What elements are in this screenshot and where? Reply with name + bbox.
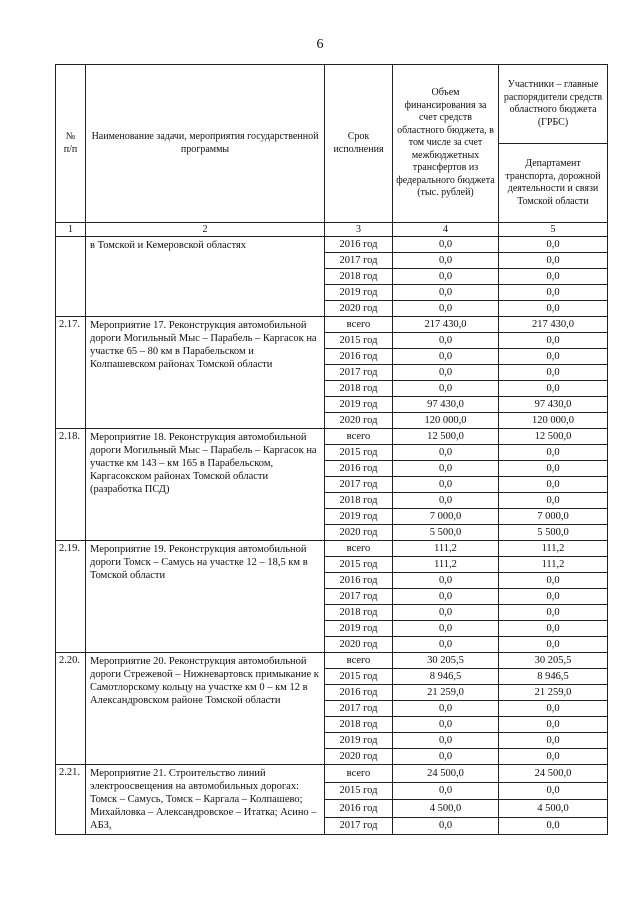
volume-cell: 0,0 [393, 285, 499, 301]
volume-cell: 0,0 [393, 381, 499, 397]
term-cell: 2019 год [325, 285, 393, 301]
grbs-cell: 4 500,0 [499, 800, 608, 818]
term-cell: 2015 год [325, 445, 393, 461]
grbs-cell: 0,0 [499, 285, 608, 301]
column-index: 3 [325, 223, 393, 237]
term-cell: всего [325, 429, 393, 445]
grbs-cell: 0,0 [499, 461, 608, 477]
header-row-top [56, 65, 608, 144]
volume-cell: 0,0 [393, 733, 499, 749]
grbs-cell: 0,0 [499, 637, 608, 653]
volume-cell: 0,0 [393, 637, 499, 653]
volume-cell: 0,0 [393, 477, 499, 493]
term-cell: 2019 год [325, 733, 393, 749]
volume-cell: 0,0 [393, 749, 499, 765]
volume-cell: 12 500,0 [393, 429, 499, 445]
volume-cell: 0,0 [393, 333, 499, 349]
grbs-cell: 12 500,0 [499, 429, 608, 445]
term-cell: 2016 год [325, 573, 393, 589]
column-index: 5 [499, 223, 608, 237]
grbs-cell: 0,0 [499, 493, 608, 509]
table-row [56, 765, 608, 783]
grbs-cell: 0,0 [499, 782, 608, 800]
term-cell: 2017 год [325, 701, 393, 717]
volume-cell: 0,0 [393, 445, 499, 461]
volume-cell: 0,0 [393, 701, 499, 717]
page-number: 6 [316, 37, 324, 52]
program-table [55, 64, 608, 835]
volume-cell: 21 259,0 [393, 685, 499, 701]
volume-cell: 120 000,0 [393, 413, 499, 429]
volume-cell: 0,0 [393, 782, 499, 800]
grbs-cell: 111,2 [499, 541, 608, 557]
term-cell: 2017 год [325, 477, 393, 493]
grbs-cell: 0,0 [499, 589, 608, 605]
volume-cell: 0,0 [393, 817, 499, 835]
grbs-cell: 7 000,0 [499, 509, 608, 525]
grbs-cell: 0,0 [499, 817, 608, 835]
term-cell: всего [325, 317, 393, 333]
grbs-cell: 0,0 [499, 701, 608, 717]
header-volume: Объем финансирования за счет средств областного бюджета, в том числе за счет межбюджетных трансфертов из федерального бюджета (тыс. рублей) [393, 65, 499, 223]
grbs-cell: 0,0 [499, 253, 608, 269]
term-cell: 2015 год [325, 782, 393, 800]
grbs-cell: 120 000,0 [499, 413, 608, 429]
grbs-cell: 24 500,0 [499, 765, 608, 783]
volume-cell: 97 430,0 [393, 397, 499, 413]
column-index: 2 [86, 223, 325, 237]
item-name: Мероприятие 17. Реконструкция автомобильной дороги Могильный Мыс – Парабель – Каргасок на участке 65 – 80 км в Парабельском и Колпашевском районах Томской области [86, 317, 325, 429]
column-index: 4 [393, 223, 499, 237]
item-name: в Томской и Кемеровской областях [86, 237, 325, 317]
term-cell: 2018 год [325, 269, 393, 285]
volume-cell: 30 205,5 [393, 653, 499, 669]
header-department: Департамент транспорта, дорожной деятельности и связи Томской области [499, 144, 608, 223]
volume-cell: 24 500,0 [393, 765, 499, 783]
grbs-cell: 0,0 [499, 349, 608, 365]
volume-cell: 5 500,0 [393, 525, 499, 541]
header-num: № п/п [56, 65, 86, 223]
term-cell: 2016 год [325, 237, 393, 253]
term-cell: 2017 год [325, 253, 393, 269]
volume-cell: 7 000,0 [393, 509, 499, 525]
term-cell: 2019 год [325, 621, 393, 637]
term-cell: 2016 год [325, 349, 393, 365]
item-number: 2.19. [56, 541, 86, 653]
table-row [56, 653, 608, 669]
item-number: 2.20. [56, 653, 86, 765]
volume-cell: 0,0 [393, 573, 499, 589]
table-row [56, 429, 608, 445]
grbs-cell: 217 430,0 [499, 317, 608, 333]
term-cell: 2018 год [325, 717, 393, 733]
item-name: Мероприятие 18. Реконструкция автомобильной дороги Могильный Мыс – Парабель – Каргасок на участке км 143 – км 165 в Парабельском, Каргасокском районах Томской области (разработка ПСД) [86, 429, 325, 541]
table-row [56, 541, 608, 557]
term-cell: 2018 год [325, 493, 393, 509]
item-number: 2.17. [56, 317, 86, 429]
grbs-cell: 0,0 [499, 365, 608, 381]
volume-cell: 0,0 [393, 621, 499, 637]
term-cell: всего [325, 653, 393, 669]
column-index: 1 [56, 223, 86, 237]
grbs-cell: 5 500,0 [499, 525, 608, 541]
term-cell: 2018 год [325, 381, 393, 397]
volume-cell: 0,0 [393, 365, 499, 381]
term-cell: 2017 год [325, 589, 393, 605]
grbs-cell: 0,0 [499, 749, 608, 765]
volume-cell: 8 946,5 [393, 669, 499, 685]
volume-cell: 0,0 [393, 589, 499, 605]
volume-cell: 111,2 [393, 557, 499, 573]
grbs-cell: 0,0 [499, 445, 608, 461]
grbs-cell: 0,0 [499, 573, 608, 589]
item-name: Мероприятие 21. Строительство линий электроосвещения на автомобильных дорогах: Томск – Самусь, Томск – Каргала – Колпашево; Михайловка – Александровское – Итатка; Асино – АБЗ, [86, 765, 325, 835]
column-index-row [56, 223, 608, 237]
term-cell: 2017 год [325, 365, 393, 381]
term-cell: 2015 год [325, 557, 393, 573]
grbs-cell: 0,0 [499, 477, 608, 493]
term-cell: 2020 год [325, 301, 393, 317]
term-cell: 2020 год [325, 525, 393, 541]
item-number: 2.21. [56, 765, 86, 835]
volume-cell: 0,0 [393, 269, 499, 285]
item-number [56, 237, 86, 317]
grbs-cell: 0,0 [499, 301, 608, 317]
grbs-cell: 0,0 [499, 717, 608, 733]
term-cell: 2020 год [325, 637, 393, 653]
term-cell: 2019 год [325, 397, 393, 413]
term-cell: всего [325, 541, 393, 557]
header-name: Наименование задачи, мероприятия государственной программы [86, 65, 325, 223]
term-cell: 2015 год [325, 669, 393, 685]
term-cell: 2016 год [325, 461, 393, 477]
term-cell: 2016 год [325, 685, 393, 701]
grbs-cell: 21 259,0 [499, 685, 608, 701]
term-cell: 2016 год [325, 800, 393, 818]
volume-cell: 0,0 [393, 493, 499, 509]
table-row [56, 317, 608, 333]
volume-cell: 4 500,0 [393, 800, 499, 818]
term-cell: 2015 год [325, 333, 393, 349]
header-term: Срок исполнения [325, 65, 393, 223]
grbs-cell: 30 205,5 [499, 653, 608, 669]
term-cell: 2020 год [325, 749, 393, 765]
volume-cell: 217 430,0 [393, 317, 499, 333]
term-cell: 2017 год [325, 817, 393, 835]
volume-cell: 111,2 [393, 541, 499, 557]
table-row [56, 237, 608, 253]
grbs-cell: 111,2 [499, 557, 608, 573]
volume-cell: 0,0 [393, 461, 499, 477]
grbs-cell: 0,0 [499, 621, 608, 637]
grbs-cell: 0,0 [499, 733, 608, 749]
term-cell: всего [325, 765, 393, 783]
grbs-cell: 0,0 [499, 269, 608, 285]
volume-cell: 0,0 [393, 717, 499, 733]
volume-cell: 0,0 [393, 349, 499, 365]
header-grbs: Участники – главные распорядители средств областного бюджета (ГРБС) [499, 65, 608, 144]
term-cell: 2019 год [325, 509, 393, 525]
grbs-cell: 0,0 [499, 333, 608, 349]
volume-cell: 0,0 [393, 605, 499, 621]
grbs-cell: 97 430,0 [499, 397, 608, 413]
item-number: 2.18. [56, 429, 86, 541]
volume-cell: 0,0 [393, 237, 499, 253]
grbs-cell: 0,0 [499, 237, 608, 253]
volume-cell: 0,0 [393, 301, 499, 317]
grbs-cell: 0,0 [499, 381, 608, 397]
volume-cell: 0,0 [393, 253, 499, 269]
item-name: Мероприятие 20. Реконструкция автомобильной дороги Стрежевой – Нижневартовск примыкание к Самотлорскому кольцу на участке км 0 – км 12 в Александровском районе Томской области [86, 653, 325, 765]
item-name: Мероприятие 19. Реконструкция автомобильной дороги Томск – Самусь на участке 12 – 18,5 км в Томской области [86, 541, 325, 653]
term-cell: 2018 год [325, 605, 393, 621]
grbs-cell: 0,0 [499, 605, 608, 621]
term-cell: 2020 год [325, 413, 393, 429]
grbs-cell: 8 946,5 [499, 669, 608, 685]
